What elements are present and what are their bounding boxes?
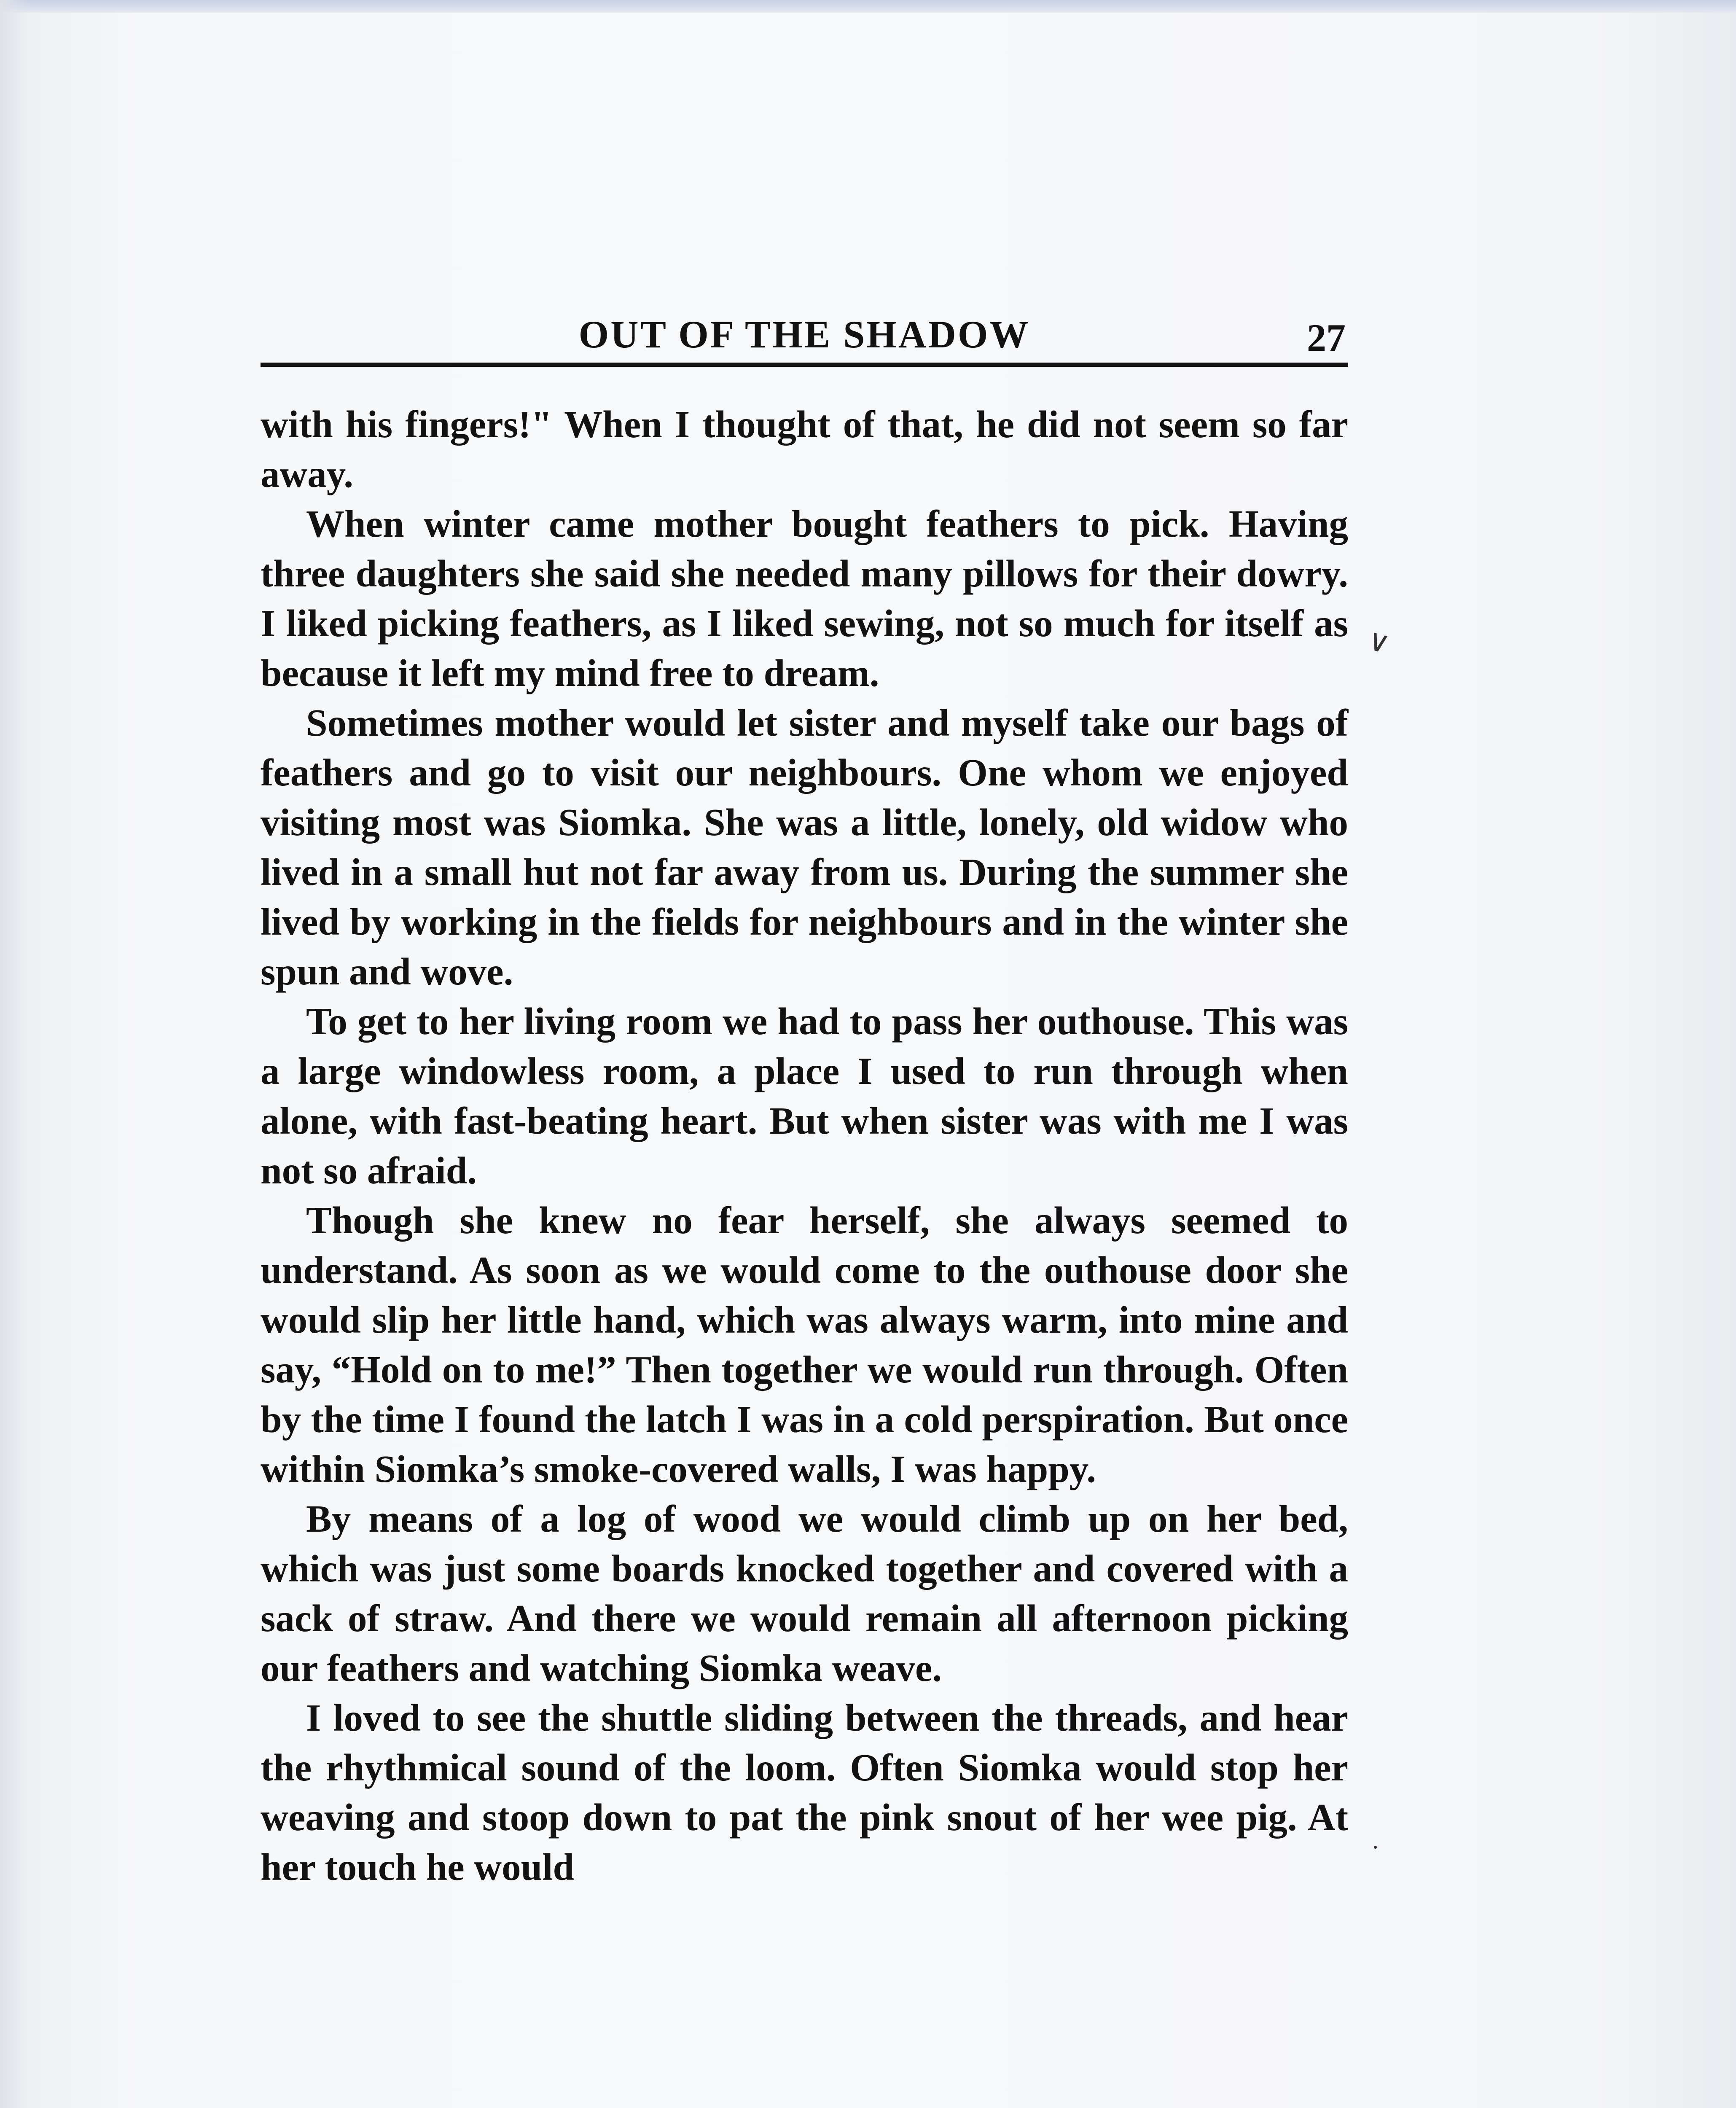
running-head: OUT OF THE SHADOW [578,313,1030,356]
page-header [261,308,1348,371]
body-text [261,400,1348,1892]
paragraph: Sometimes mother would let sister and myself take our bags of feathers and go to visit our neighbours. One whom we enjoyed visiting most was Siomka. She was a little, lonely, old widow who lived in a small hut not far away from us. During the summer she lived by working in the fields for neighbours and in the winter she spun and wove. [261,702,1348,993]
gutter-shadow [0,0,30,2108]
margin-check-mark: ∨ [1364,623,1394,661]
paragraph: To get to her living room we had to pass her outhouse. This was a large windowless room, a place I used to run through when alone, with fast-beating heart. But when sister was with me I was not so afraid. [261,1000,1348,1192]
paragraph: By means of a log of wood we would climb up on her bed, which was just some boards knocked together and covered with a sack of straw. And there we would remain all afternoon picking our feathers and watching Siomka weave. [261,1498,1348,1689]
page-number: 27 [1307,316,1346,359]
paragraph: with his fingers!" When I thought of that, he did not seem so far away. [261,403,1348,495]
paragraph: When winter came mother bought feathers to pick. Having three daughters she said she needed many pillows for their dowry. I liked picking feathers, as I liked sewing, not so much for itself as because it left my mind free to dream. [261,503,1348,694]
header-rule [261,363,1348,367]
paragraph: Though she knew no fear herself, she always seemed to understand. As soon as we would come to the outhouse door she would slip her little hand, which was always warm, into mine and say, “Hold on to me!” Then together we would run through. Often by the time I found the latch I was in a cold perspiration. But once within Siomka’s smoke-covered walls, I was happy. [261,1199,1348,1490]
margin-dot-mark: . [1372,1826,1379,1854]
scan-top-edge [0,0,1736,13]
paragraph: I loved to see the shuttle sliding between the threads, and hear the rhythmical sound of the loom. Often Siomka would stop her weaving and stoop down to pat the pink snout of her wee pig. At her touch he would [261,1697,1348,1888]
